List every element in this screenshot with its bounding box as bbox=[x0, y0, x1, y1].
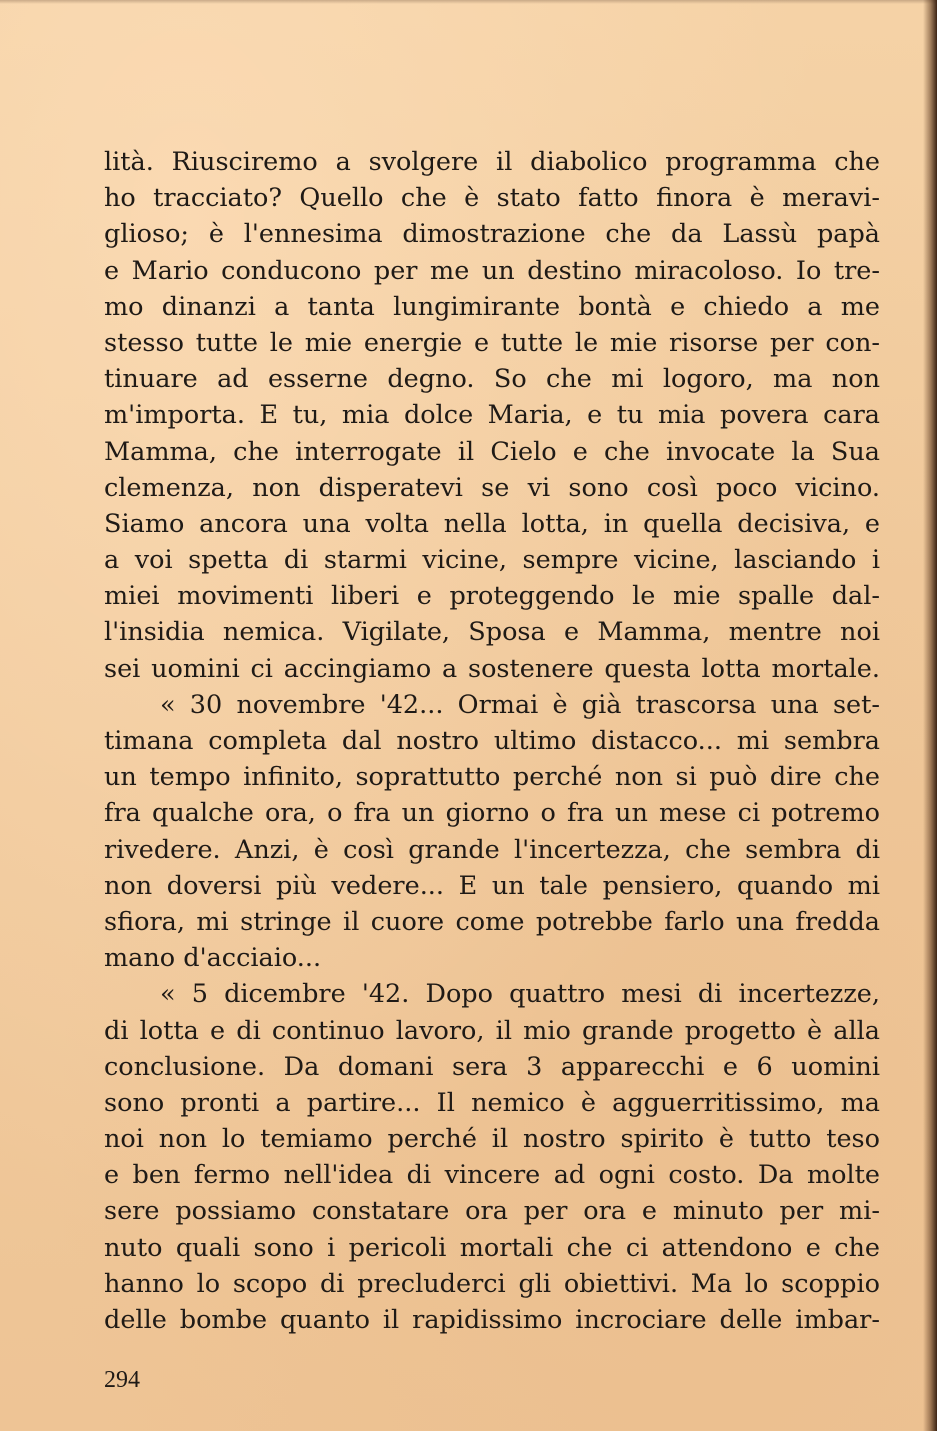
text-line: m'importa. E tu, mia dolce Maria, e tu mia povera cara bbox=[104, 400, 880, 431]
text-line: sono pronti a partire... Il nemico è agguerritissimo, ma bbox=[104, 1087, 880, 1118]
text-line: timana completa dal nostro ultimo distacco... mi sembra bbox=[104, 726, 880, 756]
text-line: glioso; è l'ennesima dimostrazione che da Lassù papà bbox=[104, 219, 880, 250]
text-line: rivedere. Anzi, è così grande l'incertezza, che sembra di bbox=[104, 834, 880, 865]
text-line: ho tracciato? Quello che è stato fatto finora è meravi- bbox=[104, 183, 880, 214]
text-line: clemenza, non disperatevi se vi sono così poco vicino. bbox=[104, 472, 880, 503]
text-line: hanno lo scopo di precluderci gli obiettivi. Ma lo scoppio bbox=[104, 1268, 880, 1299]
text-line: delle bombe quanto il rapidissimo incrociare delle imbar- bbox=[104, 1305, 880, 1335]
text-line: e Mario conducono per me un destino miracoloso. Io tre- bbox=[104, 255, 880, 286]
text-line: noi non lo temiamo perché il nostro spirito è tutto teso bbox=[104, 1124, 880, 1155]
text-line: di lotta e di continuo lavoro, il mio grande progetto è alla bbox=[104, 1015, 880, 1046]
text-line: miei movimenti liberi e proteggendo le mie spalle dal- bbox=[104, 581, 880, 612]
text-line: Mamma, che interrogate il Cielo e che invocate la Sua bbox=[104, 436, 880, 467]
text-line: conclusione. Da domani sera 3 apparecchi e 6 uomini bbox=[104, 1051, 880, 1082]
text-line: tinuare ad esserne degno. So che mi logoro, ma non bbox=[104, 364, 880, 395]
text-line: sere possiamo constatare ora per ora e minuto per mi- bbox=[104, 1196, 880, 1227]
text-line: lità. Riusciremo a svolgere il diabolico programma che bbox=[104, 147, 880, 177]
text-line: non doversi più vedere... E un tale pensiero, quando mi bbox=[104, 870, 880, 901]
page-binding-edge bbox=[923, 0, 937, 1431]
text-line-entry-5-dicembre: « 5 dicembre '42. Dopo quattro mesi di incertezze, bbox=[160, 979, 880, 1010]
body-text bbox=[104, 144, 880, 1338]
page-number: 294 bbox=[104, 1367, 140, 1393]
top-shadow bbox=[0, 0, 937, 4]
text-line: un tempo infinito, soprattutto perché non si può dire che bbox=[104, 762, 880, 793]
text-line-entry-30-novembre: « 30 novembre '42... Ormai è già trascorsa una set- bbox=[160, 689, 880, 720]
text-line: e ben fermo nell'idea di vincere ad ogni costo. Da molte bbox=[104, 1160, 880, 1191]
text-line: mano d'acciaio... bbox=[104, 943, 322, 974]
text-line: mo dinanzi a tanta lungimirante bontà e chiedo a me bbox=[104, 291, 880, 322]
text-line: a voi spetta di starmi vicine, sempre vicine, lasciando i bbox=[104, 545, 880, 576]
text-line: fra qualche ora, o fra un giorno o fra un mese ci potremo bbox=[104, 798, 880, 829]
text-line: nuto quali sono i pericoli mortali che ci attendono e che bbox=[104, 1232, 880, 1263]
text-line: l'insidia nemica. Vigilate, Sposa e Mamma, mentre noi bbox=[104, 617, 880, 648]
text-line: sei uomini ci accingiamo a sostenere questa lotta mortale. bbox=[104, 653, 880, 684]
text-line: Siamo ancora una volta nella lotta, in quella decisiva, e bbox=[104, 508, 880, 539]
text-line: sfiora, mi stringe il cuore come potrebbe farlo una fredda bbox=[104, 906, 880, 937]
text-line: stesso tutte le mie energie e tutte le mie risorse per con- bbox=[104, 327, 880, 358]
